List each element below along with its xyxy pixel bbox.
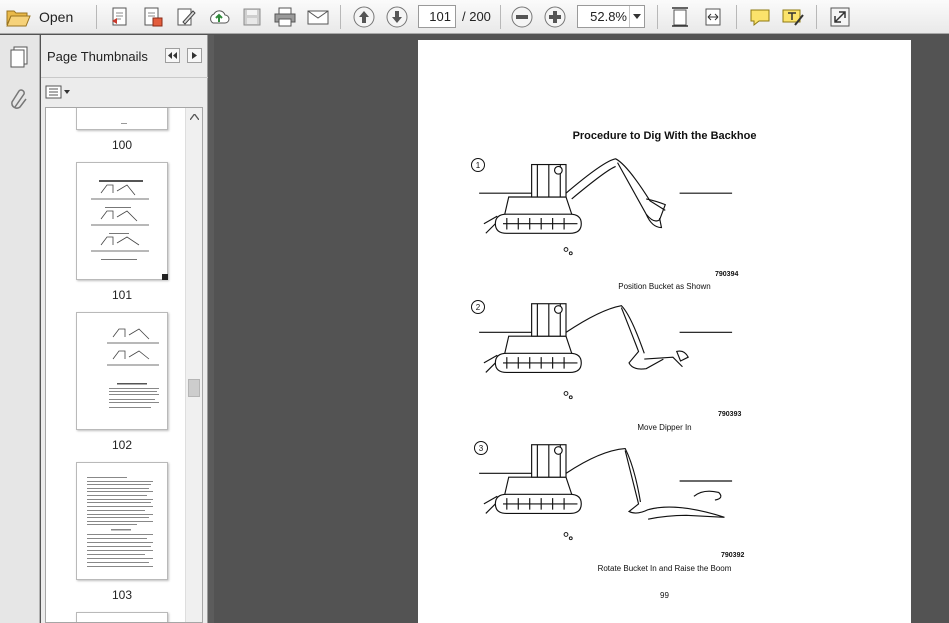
backhoe-illustration	[468, 298, 748, 403]
scroll-up-button[interactable]	[186, 108, 202, 125]
zoom-input[interactable]	[578, 6, 630, 27]
panel-next-button[interactable]	[187, 48, 202, 63]
create-pdf-icon	[109, 6, 131, 28]
toolbar-separator	[340, 5, 341, 29]
open-label: Open	[39, 9, 74, 25]
cloud-upload-icon	[207, 6, 231, 28]
page-thumbnails-button[interactable]	[5, 43, 33, 71]
pages-icon	[8, 45, 30, 69]
backhoe-illustration	[468, 155, 748, 260]
highlight-icon	[781, 6, 805, 28]
expand-icon	[829, 6, 851, 28]
page-down-icon	[385, 5, 409, 29]
page-up-icon	[352, 5, 376, 29]
export-icon	[142, 6, 164, 28]
figure-caption: Move Dipper In	[637, 423, 692, 432]
panel-title: Page Thumbnails	[47, 49, 148, 64]
page-total: / 200	[462, 9, 491, 24]
fit-width-icon	[702, 6, 724, 28]
toolbar-separator	[736, 5, 737, 29]
figure-code: 790393	[718, 411, 742, 418]
panel-splitter[interactable]	[208, 35, 214, 623]
thumbnail-label: 103	[111, 588, 133, 602]
expand-button[interactable]	[827, 4, 853, 30]
options-list-icon	[45, 85, 71, 99]
attachments-button[interactable]	[5, 85, 33, 113]
next-page-button[interactable]	[384, 4, 410, 30]
print-button[interactable]	[272, 4, 298, 30]
highlight-button[interactable]	[780, 4, 806, 30]
paperclip-icon	[9, 87, 29, 111]
chevron-up-icon	[190, 114, 199, 120]
thumbnail-page[interactable]	[76, 312, 168, 430]
step-number: 3	[474, 441, 488, 455]
step-number: 1	[471, 158, 485, 172]
export-button[interactable]	[140, 4, 166, 30]
thumbnail-scrollbar[interactable]	[185, 108, 202, 622]
toolbar	[0, 0, 949, 34]
thumbnail-page[interactable]	[76, 462, 168, 580]
step-number: 2	[471, 300, 485, 314]
figure-caption: Position Bucket as Shown	[618, 282, 711, 291]
toolbar-separator	[96, 5, 97, 29]
toolbar-separator	[657, 5, 658, 29]
print-icon	[273, 6, 297, 28]
zoom-in-button[interactable]	[542, 4, 568, 30]
thumbnail-label: 100	[111, 138, 133, 152]
folder-open-icon	[5, 6, 31, 28]
thumbnail-preview	[77, 163, 167, 279]
thumbnail-page[interactable]	[76, 107, 168, 130]
edit-button[interactable]	[173, 4, 199, 30]
thumbnail-list[interactable]	[45, 107, 203, 623]
previous-page-button[interactable]	[351, 4, 377, 30]
chevron-right-icon	[192, 52, 197, 59]
panel-header	[41, 35, 208, 78]
figure-code: 790392	[721, 552, 745, 559]
thumbnail-page-current[interactable]	[76, 162, 168, 280]
fit-page-icon	[669, 6, 691, 28]
navigation-strip	[0, 35, 40, 623]
page-footer-number: 99	[660, 591, 669, 600]
fit-width-button[interactable]	[700, 4, 726, 30]
zoom-dropdown-button[interactable]	[629, 6, 644, 27]
toolbar-separator	[816, 5, 817, 29]
chevron-down-icon	[633, 14, 641, 19]
create-pdf-button[interactable]	[107, 4, 133, 30]
thumbnail-label: 101	[111, 288, 133, 302]
collapse-panel-button[interactable]	[165, 48, 180, 63]
page-heading: Procedure to Dig With the Backhoe	[572, 130, 757, 142]
zoom-select[interactable]	[577, 5, 645, 28]
document-page	[418, 40, 911, 623]
figure-code: 790394	[715, 271, 739, 278]
thumbnail-label: 102	[111, 438, 133, 452]
zoom-out-icon	[510, 5, 534, 29]
scroll-thumb[interactable]	[188, 379, 200, 397]
page-thumbnails-panel	[41, 35, 208, 623]
email-button[interactable]	[305, 4, 331, 30]
comment-button[interactable]	[747, 4, 773, 30]
backhoe-illustration	[468, 439, 748, 544]
open-button[interactable]	[5, 4, 81, 30]
page-number-input[interactable]	[418, 5, 456, 28]
zoom-out-button[interactable]	[509, 4, 535, 30]
thumbnail-options-button[interactable]	[45, 83, 71, 101]
thumbnail-page[interactable]	[76, 612, 168, 623]
comment-icon	[748, 6, 772, 28]
fit-page-button[interactable]	[667, 4, 693, 30]
toolbar-separator	[500, 5, 501, 29]
figure-caption: Rotate Bucket In and Raise the Boom	[597, 564, 732, 573]
thumbnail-preview	[77, 313, 167, 429]
double-chevron-left-icon	[168, 52, 177, 59]
cloud-upload-button[interactable]	[206, 4, 232, 30]
email-icon	[306, 6, 330, 28]
zoom-in-icon	[543, 5, 567, 29]
thumbnail-preview	[77, 463, 167, 579]
save-icon	[241, 6, 263, 28]
edit-icon	[175, 6, 197, 28]
save-button[interactable]	[239, 4, 265, 30]
